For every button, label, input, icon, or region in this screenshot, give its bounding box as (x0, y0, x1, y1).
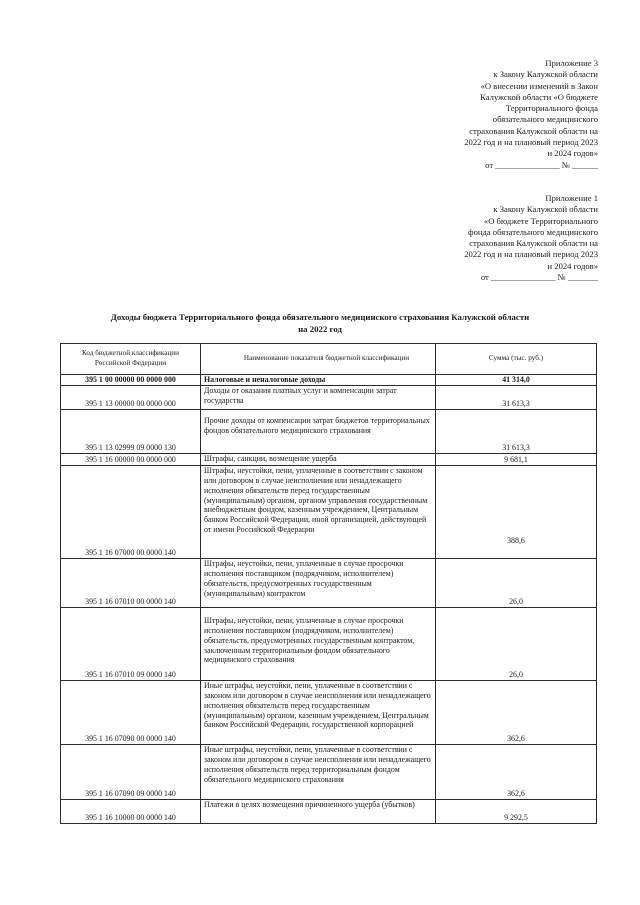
row-name: Прочие доходы от компенсации затрат бюджетов территориальных фондов обязательного медицинского страхования (201, 410, 436, 454)
appendix-line: «О внесении изменений в Закон (480, 80, 598, 91)
row-code: 395 1 13 00000 00 0000 000 (61, 386, 201, 410)
appendix-line: к Закону Калужской области (493, 204, 598, 215)
row-amount: 9 681,1 (436, 454, 597, 466)
row-name: Платежи в целях возмещения причиненного ущерба (убытков) (201, 800, 436, 824)
row-name: Штрафы, санкции, возмещение ущерба (201, 454, 436, 466)
row-name: Иные штрафы, неустойки, пени, уплаченные в соответствии с законом или договором в случае неисполнения или ненадлежащего исполнения обязательств перед государственным (муниципальным) органом, казенным учреждением, Центральным банком Российской Федерации, государственной корпорацией (201, 681, 436, 745)
row-code: 395 1 16 07090 00 0000 140 (61, 681, 201, 745)
document-title (0, 312, 640, 335)
table-header-row (61, 344, 597, 375)
row-amount: 26,0 (436, 608, 597, 681)
row-amount: 31 613,3 (436, 410, 597, 454)
appendix-line: Приложение 1 (545, 193, 598, 203)
column-header-code: Код бюджетной классификации Российской Федерации (61, 344, 201, 375)
row-name: Доходы от оказания платных услуг и компенсации затрат государства (201, 386, 436, 410)
appendix-line: и 2024 годов» (547, 148, 598, 159)
table-row (61, 745, 597, 800)
row-code: 395 1 16 07000 00 0000 140 (61, 466, 201, 559)
row-code: 395 1 16 07010 09 0000 140 (61, 608, 201, 681)
table-row (61, 800, 597, 824)
table-row (61, 608, 597, 681)
row-code: 395 1 16 00000 00 0000 000 (61, 454, 201, 466)
table-row (61, 386, 597, 410)
budget-income-table (60, 343, 597, 824)
appendix-date-number-line: от _______________ № _______ (480, 272, 598, 283)
row-name: Штрафы, неустойки, пени, уплаченные в соответствии с законом или договором в случае неисполнения или ненадлежащего исполнения обязательств перед государственным (муниципальным) органом, органом управления государственным внебюджетным фондом, казенным учреждением, Центральным банком Российской Федерации, иной организацией, действующей от имени Российской Федерации (201, 466, 436, 559)
table-row (61, 559, 597, 608)
appendix-3-header (464, 58, 598, 171)
row-code: 395 1 16 07010 00 0000 140 (61, 559, 201, 608)
row-amount: 388,6 (436, 466, 597, 559)
row-name: Налоговые и неналоговые доходы (201, 375, 436, 386)
appendix-line: 2022 год и на плановый период 2023 (464, 137, 598, 148)
row-code: 395 1 16 10000 00 0000 140 (61, 800, 201, 824)
row-name: Штрафы, неустойки, пени, уплаченные в случае просрочки исполнения поставщиком (подрядчиком, исполнителем) обязательств, предусмотренных государственным контрактом, заключенным территориальным фондом обязательного медицинского страхования (201, 608, 436, 681)
appendix-line: к Закону Калужской области (493, 69, 598, 80)
row-code: 395 1 16 07090 09 0000 140 (61, 745, 201, 800)
appendix-line: Территориального фонда (505, 103, 598, 114)
row-amount: 26,0 (436, 559, 597, 608)
appendix-line: страхования Калужской области на (469, 238, 598, 249)
appendix-date-number-line: от _______________ № ______ (485, 159, 598, 170)
row-amount: 362,6 (436, 745, 597, 800)
appendix-line: страхования Калужской области на (469, 125, 598, 136)
table-row (61, 410, 597, 454)
table-row (61, 375, 597, 386)
appendix-line: Калужской области «О бюджете (480, 91, 598, 102)
table-row (61, 681, 597, 745)
appendix-line: обязательного медицинского (492, 114, 598, 125)
row-code: 395 1 00 00000 00 0000 000 (61, 375, 201, 386)
row-amount: 9 292,5 (436, 800, 597, 824)
title-line-1: Доходы бюджета Территориального фонда обязательного медицинского страхования Калужской области (110, 312, 530, 322)
appendix-line: Приложение 3 (545, 58, 598, 68)
appendix-line: фонда обязательного медицинского (468, 226, 598, 237)
row-amount: 41 314,0 (436, 375, 597, 386)
table-row (61, 466, 597, 559)
appendix-1-header (464, 193, 598, 283)
row-name: Иные штрафы, неустойки, пени, уплаченные в соответствии с законом или договором в случае неисполнения или ненадлежащего исполнения обязательств перед территориальным фондом обязательного медицинского страхования (201, 745, 436, 800)
row-code: 395 1 13 02999 09 0000 130 (61, 410, 201, 454)
row-amount: 362,6 (436, 681, 597, 745)
title-line-2: на 2022 год (298, 323, 342, 334)
row-amount: 31 613,3 (436, 386, 597, 410)
row-name: Штрафы, неустойки, пени, уплаченные в случае просрочки исполнения поставщиком (подрядчиком, исполнителем) обязательств, предусмотренных государственным (муниципальным) контрактом (201, 559, 436, 608)
appendix-line: 2022 год и на плановый период 2023 (464, 249, 598, 260)
table-row (61, 454, 597, 466)
column-header-amount: Сумма (тыс. руб.) (436, 344, 597, 375)
appendix-line: «О бюджете Территориального (483, 215, 598, 226)
column-header-name: Наименование показателя бюджетной классификации (201, 344, 436, 375)
appendix-line: и 2024 годов» (547, 260, 598, 271)
